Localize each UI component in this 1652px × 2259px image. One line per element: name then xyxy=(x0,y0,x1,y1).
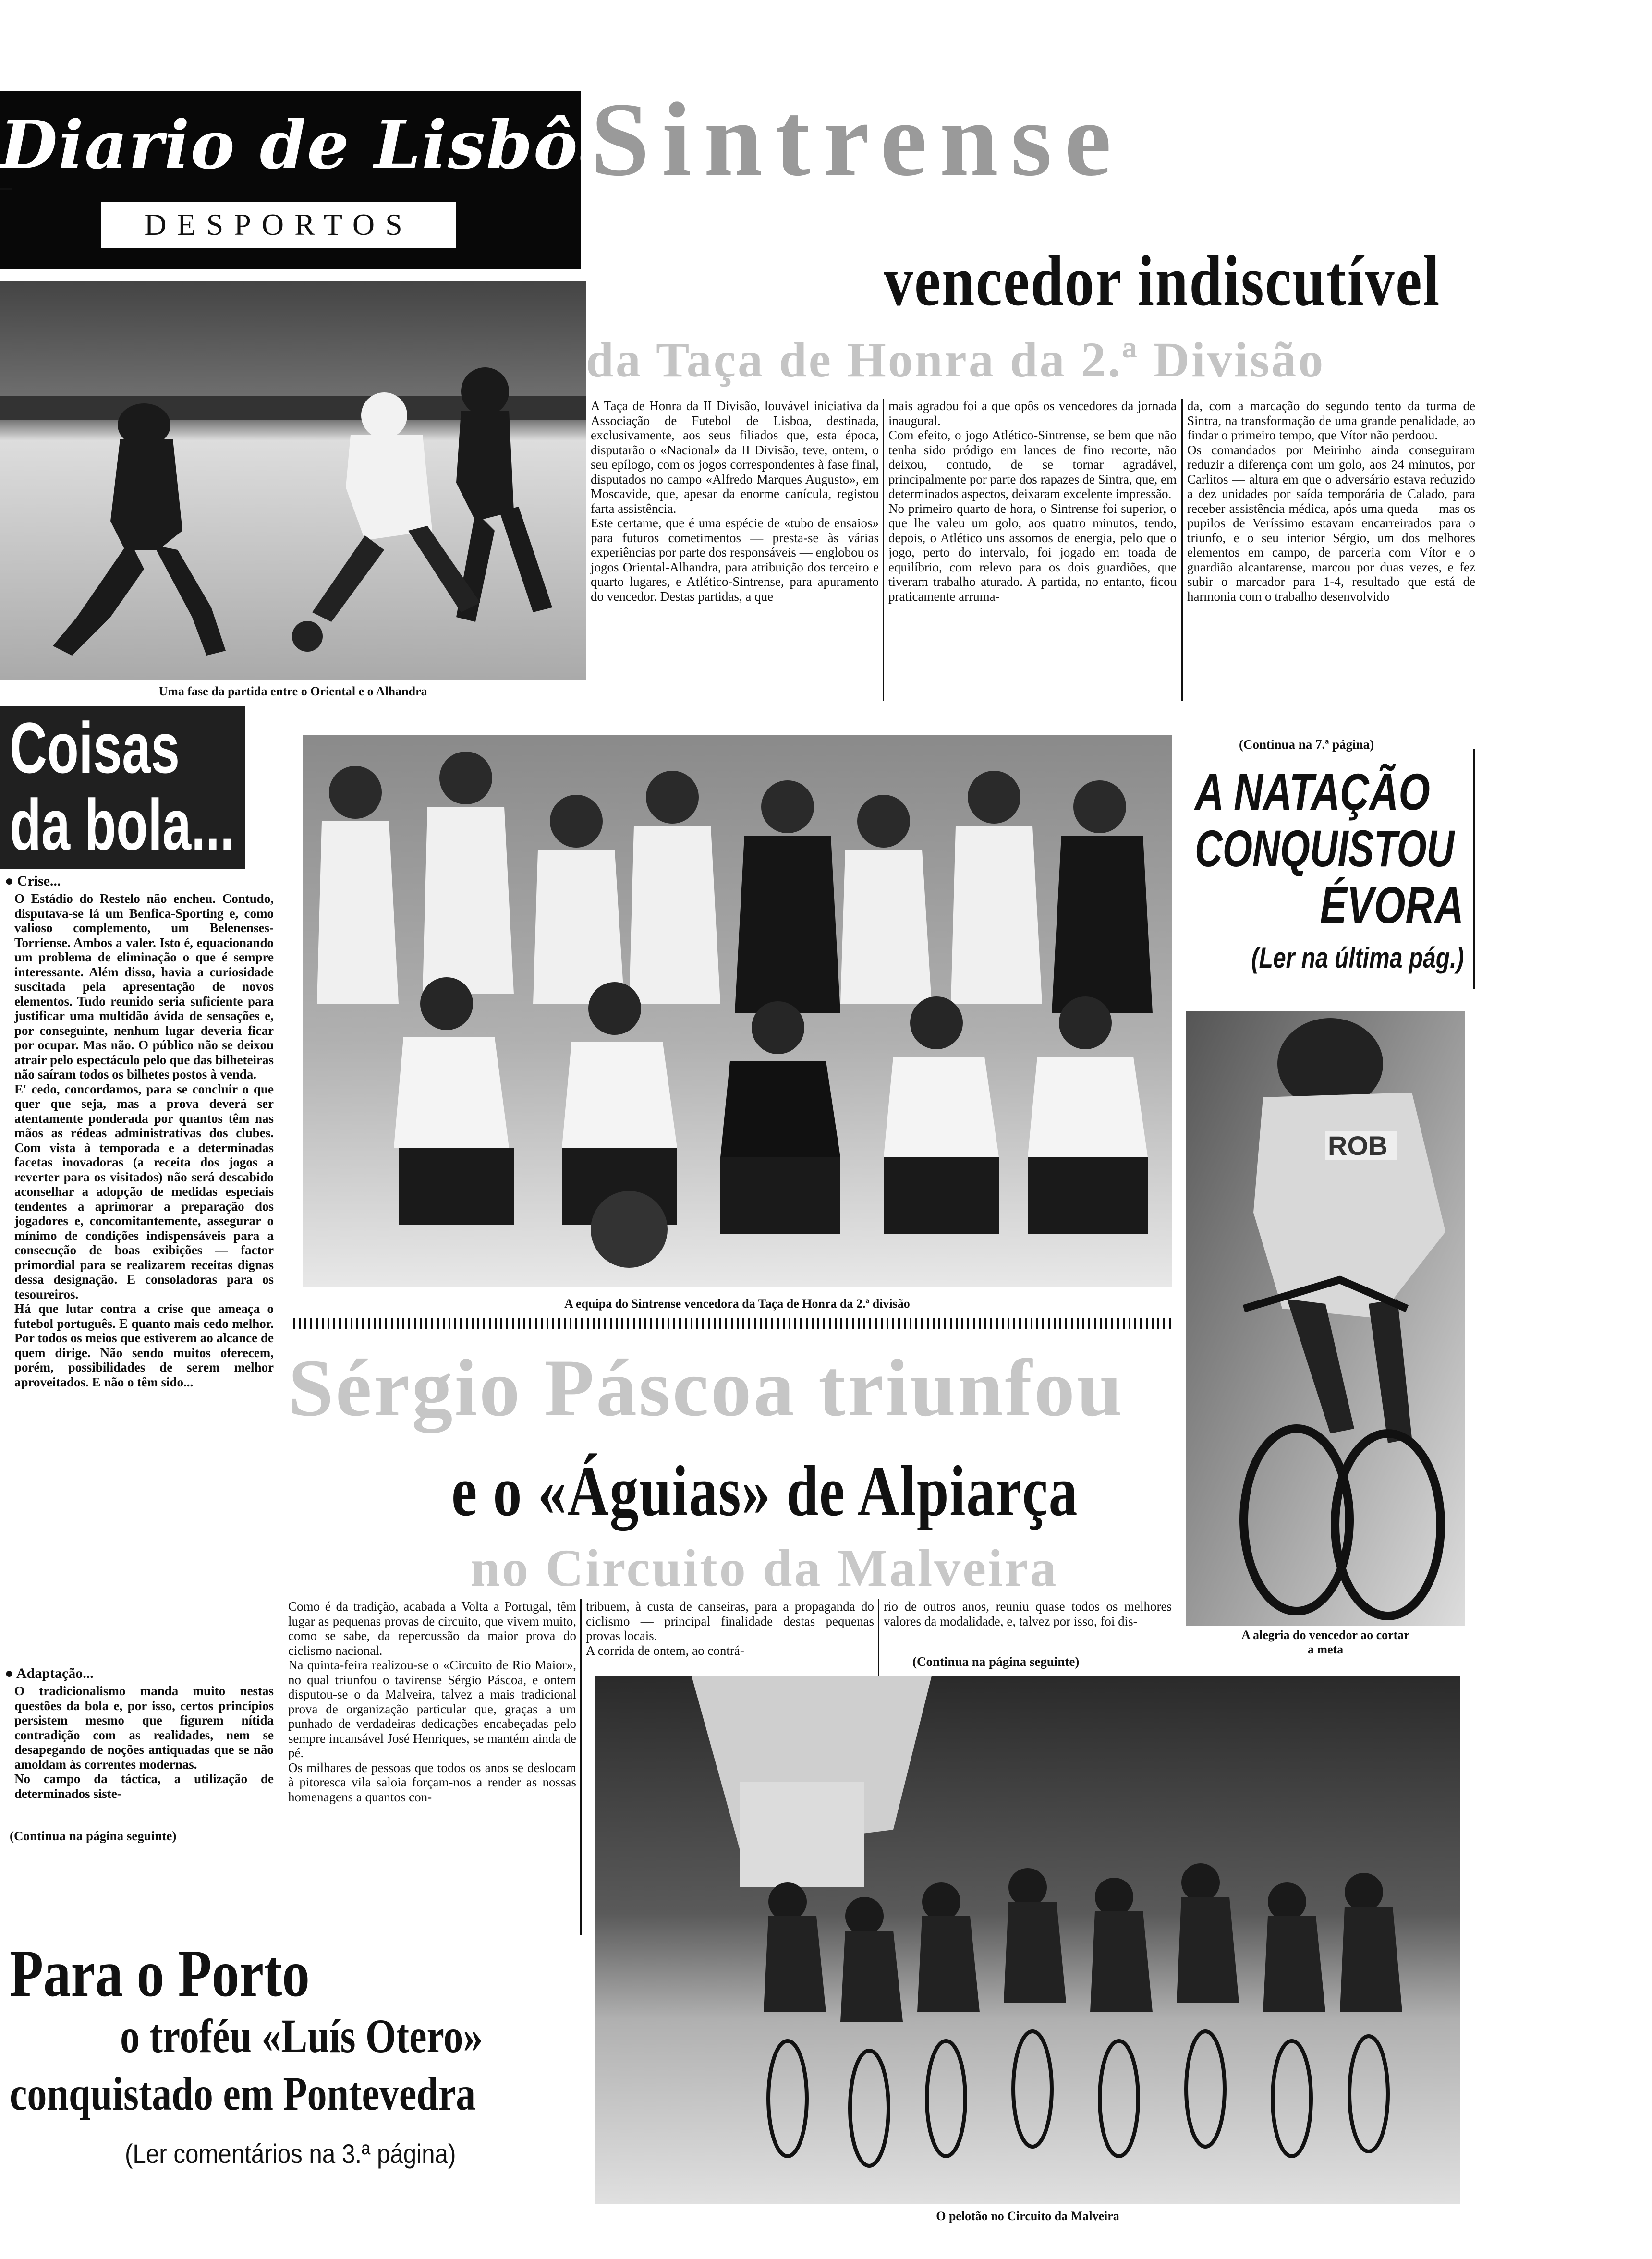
coisas-title-block xyxy=(0,706,245,869)
natacao-line3: ÉVORA xyxy=(1320,876,1464,934)
photo-sintrense-team-caption: A equipa do Sintrense vencedora da Taça de Honra da 2.ª divisão xyxy=(564,1297,910,1311)
porto-line2: o troféu «Luís Otero» xyxy=(120,2009,483,2063)
team-photo-dotted-rule xyxy=(293,1318,1172,1329)
photo-sintrense-team xyxy=(303,735,1172,1287)
masthead-rule xyxy=(0,188,12,190)
photo-peloton-caption: O pelotão no Circuito da Malveira xyxy=(936,2209,1119,2223)
natacao-ref: (Ler na última pág.) xyxy=(1251,942,1464,974)
cycling-ghost-subhead: no Circuito da Malveira xyxy=(471,1539,1058,1597)
coisas-crise-head: ● Crise... xyxy=(5,873,61,889)
top-story-column-3: da, com a marcação do segundo tento da turma de Sintra, na transformação de uma grande penalidade, ao findar o primeiro tempo, que Vítor não perdoou. Os comandados por Meirinho ainda conseguiram reduzir a diferença com um golo, aos 24 minutos, por Carlitos — altura em que o adversário estava reduzido a dez unidades por saída temporária de Calado, para receber assistência médica, após uma queda — mas os pupilos de Veríssimo estavam encarreirados para o triunfo, e o seu interior Sérgio, um dos melhores elementos em campo, de parceria com Vítor e o guardião alcantarense, marcou por duas vezes, e fez subir o marcador para 1-4, resultado que está de harmonia com o trabalho desenvolvido xyxy=(1187,399,1475,604)
cycling-divider-2 xyxy=(878,1599,879,1676)
masthead xyxy=(0,91,623,269)
top-story-divider-2 xyxy=(1181,399,1183,701)
photo-cyclist-finish xyxy=(1186,1011,1465,1626)
photo-cyclist-caption-line1: A alegria do vencedor ao cortar xyxy=(1241,1628,1409,1642)
coisas-adapt-text: O tradicionalismo manda muito nestas questões da bola e, por isso, certos princípios persistem mesmo que figurem nítida contradição com as realidades, nem se desapegando de noções antiquadas que se não amoldam às correntes modernas. No campo da táctica, a utilização de determinados siste- xyxy=(14,1684,274,1801)
masthead-title: Diario de Lisbôa xyxy=(0,106,623,184)
natacao-box xyxy=(1185,749,1475,989)
section-label-box xyxy=(101,202,456,248)
section-label: DESPORTOS xyxy=(144,207,413,242)
cycling-column-1: Como é da tradição, acabada a Volta a Portugal, têm lugar as pequenas provas de circuito, que vivem muito, como se sabe, da repercussão da maior prova do ciclismo nacional. Na quinta-feira realizou-se o «Circuito de Rio Maior», no qual triunfou o tavirense Sérgio Páscoa, e ontem disputou-se o da Malveira, talvez a mais tradicional prova de organização particular que, graças a um punhado de verdadeiras dedicações encabeçadas pelo sempre incansável José Henriques, se mantém ainda de pé. Os milhares de pessoas que todos os anos se deslocam à pitoresca vila saloia forçam-nos a render as nossas homenagens a quantos con- xyxy=(288,1599,576,1804)
top-story-column-2: mais agradou foi a que opôs os vencedores da jornada inaugural. Com efeito, o jogo Atlético-Sintrense, se bem que não tenha sido pródigo em lances de fino recorte, não deixou, contudo, de se tornar agradável, principalmente por parte dos rapazes de Sintra, que, em determinados aspectos, deixaram excelente impressão. No primeiro quarto de hora, o Sintrense foi superior, o que lhe valeu um golo, aos quatro minutos, tendo, depois, o Atlético uns assomos de energia, pelo que o jogo, perto do intervalo, foi jogado em toada de equilíbrio, com relevo para os dois guardiões, que tiveram trabalho aturado. A partida, no entanto, ficou praticamente arruma- xyxy=(888,399,1177,604)
photo-peloton xyxy=(595,1676,1460,2204)
top-story-ghost-kicker: Sintrense xyxy=(591,81,1124,198)
cycling-divider-1 xyxy=(580,1599,582,1935)
cycling-headline: e o «Águias» de Alpiarça xyxy=(451,1451,1079,1531)
coisas-continua: (Continua na página seguinte) xyxy=(10,1829,177,1843)
photo-oriental-alhandra-image xyxy=(0,281,586,680)
coisas-crise-text: O Estádio do Restelo não encheu. Contudo, disputava-se lá um Benfica-Sporting e, como valioso complemento, um Belenenses-Torriense. Ambos a valer. Isto é, equacionando um problema de eliminação o que é sempre interessante. Além disso, havia a curiosidade suscitada pela apresentação de novos elementos. Tudo reunido seria suficiente para justificar uma multidão ávida de sensações e, por conseguinte, nenhum lugar deveria ficar por ocupar. Mas não. O público não se deixou atrair pelo espectáculo pelo que das bilheteiras não saíram todos os bilhetes postos à venda. E' cedo, concordamos, para se concluir o que quer que seja, mas a prova deverá ser atentamente ponderada por quantos têm nas mãos as rédeas administrativas dos clubes. Com vista à temporada e a determinadas facetas inovadoras (a receita dos jogos a reverter para os visitados) não será descabido aconselhar a adopção de medidas especiais tendentes a aprimorar a preparação dos jogadores e, concomitantemente, assegurar o mínimo de condições indispensáveis para a consecução de boas exibições — factor primordial para se realizarem receitas dignas dessa designação. E consoladoras para os tesoureiros. Há que lutar contra a crise que ameaça o futebol português. E quanto mais cedo melhor. Por todos os meios que estiverem ao alcance de quem dirige. Não sendo muitos oferecem, porém, possibilidades de serem melhor aproveitados. E não o têm sido... xyxy=(14,891,274,1389)
porto-ref: (Ler comentários na 3.ª página) xyxy=(125,2138,456,2169)
cycling-ghost-kicker: Sérgio Páscoa triunfou xyxy=(288,1343,1124,1433)
photo-cyclist-caption-line2: a meta xyxy=(1307,1642,1344,1656)
natacao-line2: CONQUISTOU xyxy=(1195,819,1455,877)
cycling-continua: (Continua na página seguinte) xyxy=(912,1654,1080,1669)
porto-line3: conquistado em Pontevedra xyxy=(10,2067,476,2120)
cycling-column-2: tribuem, à custa de canseiras, para a propaganda do ciclismo — principal finalidade destas pequenas provas locais. A corrida de ontem, ao contrá- xyxy=(586,1599,874,1658)
natacao-line1: A NATAÇÃO xyxy=(1195,763,1430,821)
cyclist-jersey-text: ROB xyxy=(1328,1130,1388,1161)
photo-oriental-alhandra-caption: Uma fase da partida entre o Oriental e o Alhandra xyxy=(158,684,427,698)
coisas-title-line2: da bola... xyxy=(10,784,235,865)
coisas-title-line1: Coisas xyxy=(10,707,180,788)
top-story-ghost-subhead: da Taça de Honra da 2.ª Divisão xyxy=(586,332,1325,388)
coisas-adapt-head: ● Adaptação... xyxy=(5,1665,94,1681)
top-story-column-1: A Taça de Honra da II Divisão, louvável iniciativa da Associação de Futebol de Lisboa, destinada, exclusivamente, aos seus filiados que, esta época, disputarão o «Nacional» da II Divisão, teve, ontem, o seu epílogo, com os jogos correspondentes à fase final, disputados no campo «Alfredo Marques Augusto», em Moscavide, que, apesar da enorme canícula, registou farta assistência. Este certame, que é uma espécie de «tubo de ensaios» para futuros cometimentos — presta-se às várias experiências por parte dos responsáveis — englobou os jogos Oriental-Alhandra, para atribuição dos terceiro e quarto lugares, e Atlético-Sintrense, para apuramento do vencedor. Destas partidas, a que xyxy=(591,399,879,604)
top-story-divider-1 xyxy=(883,399,884,701)
top-story-continua: (Continua na 7.ª página) xyxy=(1239,737,1374,752)
photo-sintrense-team-image xyxy=(303,735,1172,1287)
photo-cyclist-finish-image xyxy=(1186,1011,1465,1626)
cycling-column-3: rio de outros anos, reuniu quase todos os melhores valores da modalidade, e, talvez por isso, foi dis- xyxy=(884,1599,1172,1628)
photo-peloton-image xyxy=(595,1676,1460,2204)
porto-line1: Para o Porto xyxy=(10,1936,310,2011)
photo-oriental-alhandra xyxy=(0,281,586,680)
top-story-headline: vencedor indiscutível xyxy=(884,241,1441,321)
